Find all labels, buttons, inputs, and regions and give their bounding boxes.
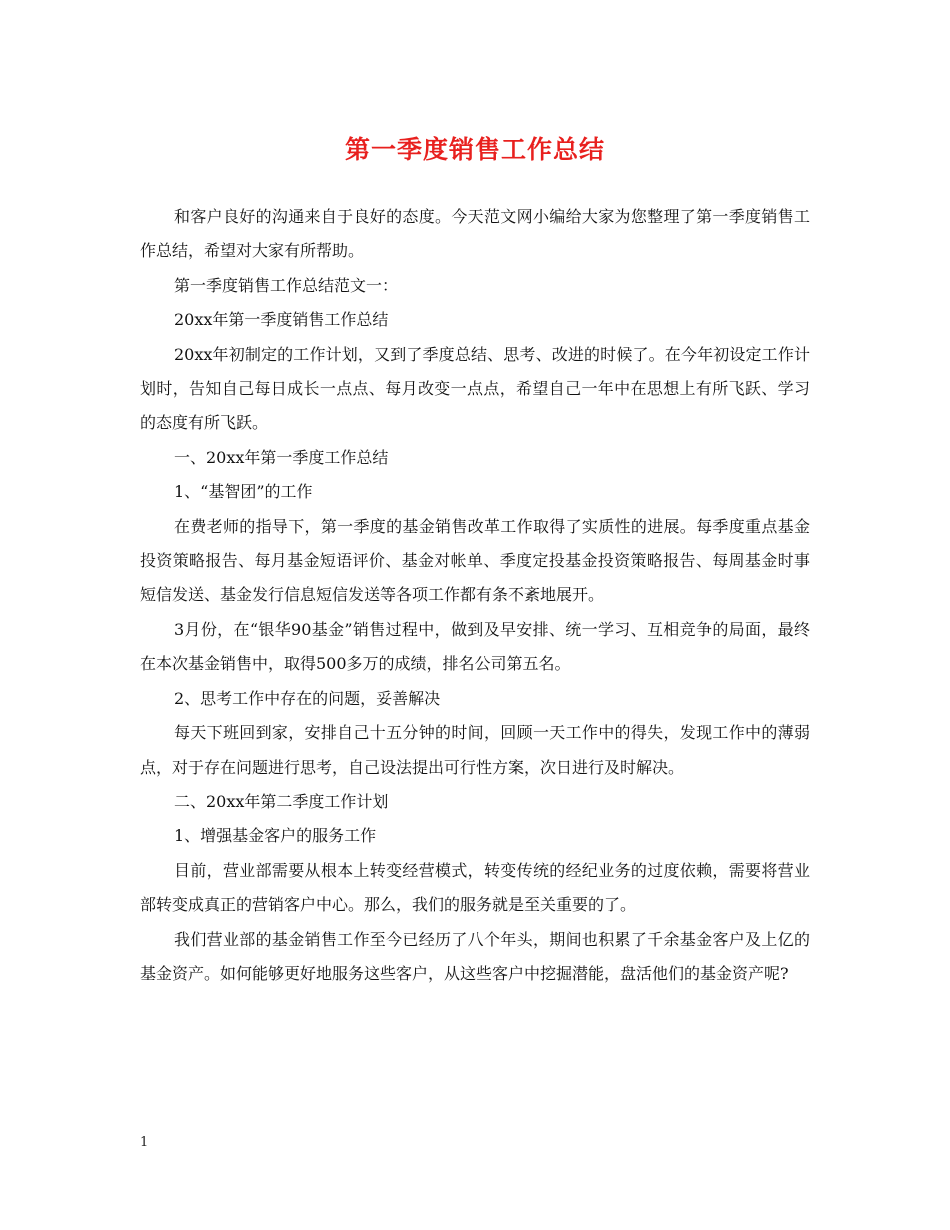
paragraph-march-sales: 3月份，在“银华90基金”销售过程中，做到及早安排、统一学习、互相竞争的局面，最终在本次基金销售中，取得500多万的成绩，排名公司第五名。 bbox=[140, 619, 810, 674]
paragraph-intro: 和客户良好的沟通来自于良好的态度。今天范文网小编给大家为您整理了第一季度销售工作总结，希望对大家有所帮助。 bbox=[140, 207, 810, 261]
subsection-heading-2-1: 1、增强基金客户的服务工作 bbox=[174, 826, 377, 846]
subsection-heading-1-1: 1、“基智团”的工作 bbox=[174, 482, 313, 502]
paragraph-daily-review: 每天下班回到家，安排自己十五分钟的时间，回顾一天工作中的得失，发现工作中的薄弱点，对于存在问题进行思考，自己设法提出可行性方案，次日进行及时解决。 bbox=[140, 723, 810, 777]
paragraph-fund-reform: 在费老师的指导下，第一季度的基金销售改革工作取得了实质性的进展。每季度重点基金投资策略报告、每月基金短语评价、基金对帐单、季度定投基金投资策略报告、每周基金时事短信发送、基金发行信息短信发送等各项工作都有条不紊地展开。 bbox=[140, 516, 810, 605]
document-title: 第一季度销售工作总结 bbox=[344, 135, 605, 164]
paragraph-service-shift: 目前，营业部需要从根本上转变经营模式，转变传统的经纪业务的过度依赖，需要将营业部转变成真正的营销客户中心。那么，我们的服务就是至关重要的了。 bbox=[140, 860, 810, 915]
paragraph-summary-title: 20xx年第一季度销售工作总结 bbox=[174, 310, 389, 330]
document-body bbox=[140, 200, 810, 991]
page-number: 1 bbox=[140, 1135, 149, 1150]
paragraph-sample-heading: 第一季度销售工作总结范文一： bbox=[174, 275, 399, 295]
subsection-heading-1-2: 2、思考工作中存在的问题，妥善解决 bbox=[174, 688, 441, 708]
section-heading-1: 一、20xx年第一季度工作总结 bbox=[174, 447, 389, 467]
paragraph-plan-review: 20xx年初制定的工作计划，又到了季度总结、思考、改进的时候了。在今年初设定工作计划时，告知自己每日成长一点点、每月改变一点点，希望自己一年中在思想上有所飞跃、学习的态度有所飞跃。 bbox=[140, 344, 810, 433]
paragraph-client-assets: 我们营业部的基金销售工作至今已经历了八个年头，期间也积累了千余基金客户及上亿的基金资产。如何能够更好地服务这些客户，从这些客户中挖掘潜能，盘活他们的基金资产呢? bbox=[140, 929, 810, 983]
section-heading-2: 二、20xx年第二季度工作计划 bbox=[174, 791, 389, 811]
